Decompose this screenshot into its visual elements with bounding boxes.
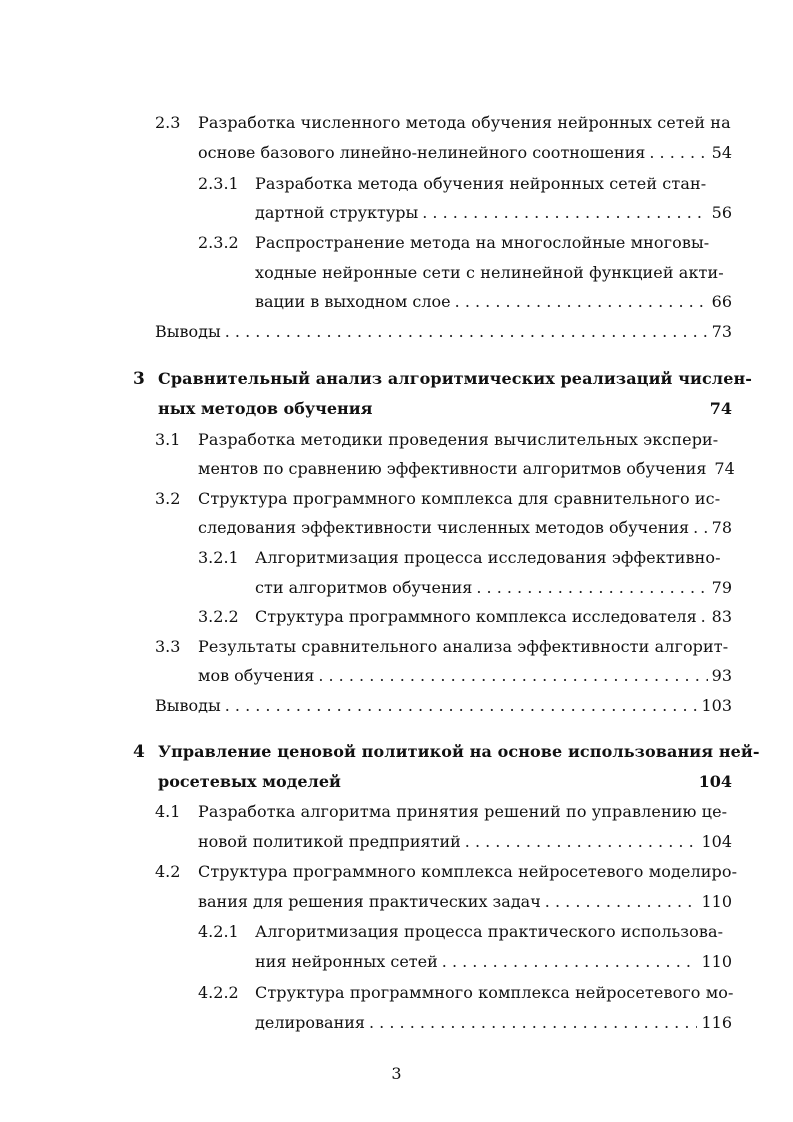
section-title-text: Выводы bbox=[155, 696, 221, 715]
section-title-text: вации в выходном слое bbox=[255, 292, 451, 311]
dot-leader bbox=[225, 696, 698, 715]
section-number: 3.1 bbox=[155, 430, 181, 449]
section-number: 2.3 bbox=[155, 113, 181, 132]
section-title-last-line bbox=[255, 578, 732, 597]
section-title-line: ходные нейронные сети с нелинейной функцией акти- bbox=[255, 263, 724, 282]
chapter-title-last-line bbox=[158, 399, 732, 418]
section-number: 3.2 bbox=[155, 489, 181, 508]
section-title-text: дартной структуры bbox=[255, 203, 419, 222]
section-title-last-line bbox=[255, 952, 732, 971]
dot-leader bbox=[465, 832, 698, 851]
section-title-text: ментов по сравнению эффективности алгоритмов обучения bbox=[198, 459, 707, 478]
section-title-text: новой политикой предприятий bbox=[198, 832, 461, 851]
section-title-text: следования эффективности численных методов обучения bbox=[198, 518, 690, 537]
section-title-last-line bbox=[198, 892, 732, 911]
section-title-text: Структура программного комплекса исследователя bbox=[255, 607, 697, 626]
section-title-line: Результаты сравнительного анализа эффективности алгорит- bbox=[198, 637, 729, 656]
section-title-text: Выводы bbox=[155, 322, 221, 341]
section-title-text: мов обучения bbox=[198, 666, 315, 685]
chapter-title-line: Управление ценовой политикой на основе использования ней- bbox=[158, 742, 760, 761]
chapter-title-last-line bbox=[158, 772, 732, 791]
section-title-last-line bbox=[255, 607, 732, 626]
dot-leader bbox=[476, 578, 707, 597]
page-ref: 110 bbox=[701, 952, 732, 971]
section-title-line: Структура программного комплекса нейросетевого мо- bbox=[255, 983, 734, 1002]
section-title-last-line bbox=[155, 696, 732, 715]
dot-leader bbox=[693, 518, 708, 537]
section-title-line: Алгоритмизация процесса практического использова- bbox=[255, 922, 724, 941]
chapter-title-text: росетевых моделей bbox=[158, 772, 341, 791]
section-title-last-line bbox=[255, 1013, 732, 1032]
section-title-last-line bbox=[155, 322, 732, 341]
chapter-number: 4 bbox=[133, 742, 145, 762]
page-ref: 54 bbox=[711, 143, 732, 162]
page-ref: 78 bbox=[711, 518, 732, 537]
section-title-last-line bbox=[198, 459, 735, 478]
dot-leader bbox=[422, 203, 707, 222]
page-ref: 66 bbox=[711, 292, 732, 311]
section-title-last-line bbox=[255, 292, 732, 311]
section-number: 2.3.1 bbox=[198, 174, 239, 193]
section-title-line: Структура программного комплекса для сравнительного ис- bbox=[198, 489, 721, 508]
dot-leader bbox=[369, 1013, 697, 1032]
section-title-line: Разработка методики проведения вычислительных экспери- bbox=[198, 430, 719, 449]
section-number: 3.2.1 bbox=[198, 548, 239, 567]
section-title-line: Распространение метода на многослойные многовы- bbox=[255, 233, 710, 252]
section-title-line: Разработка алгоритма принятия решений по управлению це- bbox=[198, 802, 728, 821]
chapter-number: 3 bbox=[133, 369, 145, 389]
dot-leader bbox=[225, 322, 708, 341]
dot-leader bbox=[318, 666, 707, 685]
page-ref: 110 bbox=[701, 892, 732, 911]
dot-leader bbox=[545, 892, 698, 911]
section-title-line: Разработка численного метода обучения нейронных сетей на bbox=[198, 113, 731, 132]
chapter-title-text: ных методов обучения bbox=[158, 399, 373, 418]
section-title-last-line bbox=[255, 203, 732, 222]
section-title-line: Алгоритмизация процесса исследования эффективно- bbox=[255, 548, 721, 567]
page-ref: 116 bbox=[701, 1013, 732, 1032]
page-ref: 83 bbox=[711, 607, 732, 626]
dot-leader bbox=[455, 292, 708, 311]
section-number: 4.1 bbox=[155, 802, 181, 821]
page-number: 3 bbox=[391, 1064, 402, 1083]
section-title-text: ния нейронных сетей bbox=[255, 952, 438, 971]
section-title-line: Разработка метода обучения нейронных сетей стан- bbox=[255, 174, 707, 193]
section-number: 4.2.2 bbox=[198, 983, 239, 1002]
page-ref: 104 bbox=[698, 772, 732, 791]
page-ref: 79 bbox=[711, 578, 732, 597]
dot-leader bbox=[701, 607, 708, 626]
section-title-last-line bbox=[198, 143, 732, 162]
section-title-last-line bbox=[198, 518, 732, 537]
section-number: 4.2.1 bbox=[198, 922, 239, 941]
section-title-last-line bbox=[198, 666, 732, 685]
page-ref: 74 bbox=[709, 399, 732, 418]
section-title-line: Структура программного комплекса нейросетевого моделиро- bbox=[198, 862, 738, 881]
page-ref: 56 bbox=[711, 203, 732, 222]
section-number: 3.3 bbox=[155, 637, 181, 656]
dot-leader bbox=[649, 143, 707, 162]
section-number: 4.2 bbox=[155, 862, 181, 881]
section-title-text: основе базового линейно-нелинейного соотношения bbox=[198, 143, 646, 162]
section-title-text: делирования bbox=[255, 1013, 365, 1032]
page-ref: 74 bbox=[714, 459, 735, 478]
section-title-text: вания для решения практических задач bbox=[198, 892, 541, 911]
page-ref: 104 bbox=[701, 832, 732, 851]
dot-leader bbox=[442, 952, 698, 971]
chapter-title-line: Сравнительный анализ алгоритмических реализаций числен- bbox=[158, 369, 753, 388]
section-title-last-line bbox=[198, 832, 732, 851]
section-number: 2.3.2 bbox=[198, 233, 239, 252]
section-title-text: сти алгоритмов обучения bbox=[255, 578, 473, 597]
page-ref: 93 bbox=[711, 666, 732, 685]
section-number: 3.2.2 bbox=[198, 607, 239, 626]
page-ref: 103 bbox=[701, 696, 732, 715]
page-ref: 73 bbox=[711, 322, 732, 341]
